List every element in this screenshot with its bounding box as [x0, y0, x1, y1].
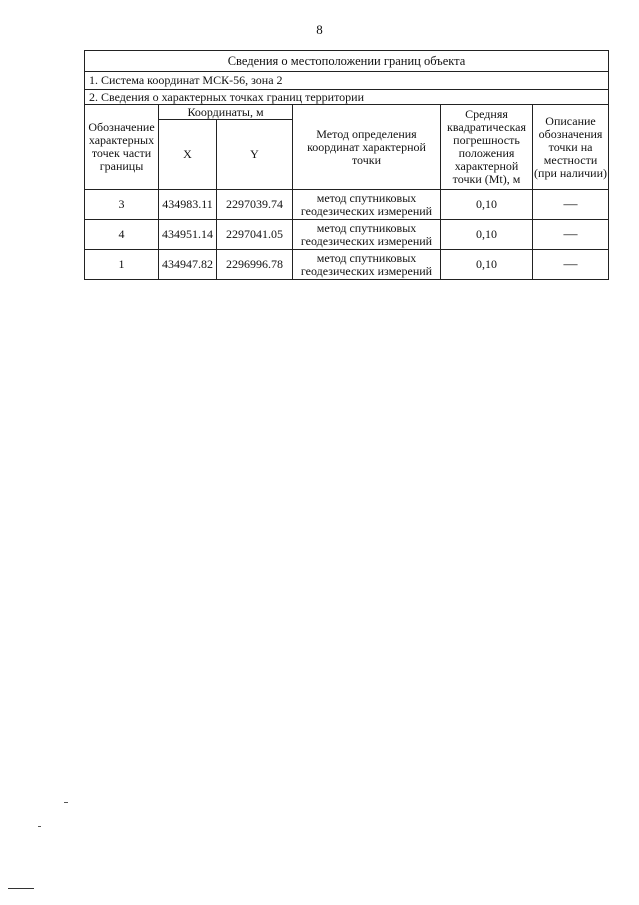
boundary-points-table — [84, 50, 609, 280]
page-number: 8 — [316, 22, 323, 37]
header-y: Y — [217, 120, 293, 190]
cell-description: — — [533, 250, 609, 280]
cell-method: метод спутниковых геодезических измерений — [293, 250, 441, 280]
header-x: X — [159, 120, 217, 190]
cell-y: 2297041.05 — [217, 220, 293, 250]
header-point-designation: Обозначение характерных точек части границы — [85, 105, 159, 190]
cell-y: 2297039.74 — [217, 190, 293, 220]
scan-mark — [64, 802, 68, 803]
table-row — [85, 190, 609, 220]
scan-mark — [8, 888, 34, 889]
header-error: Средняя квадратическая погрешность положения характерной точки (Mt), м — [441, 105, 533, 190]
cell-error: 0,10 — [441, 250, 533, 280]
header-method: Метод определения координат характерной точки — [293, 105, 441, 190]
cell-x: 434983.11 — [159, 190, 217, 220]
coordinate-system-row: 1. Система координат МСК-56, зона 2 — [85, 72, 609, 90]
cell-method: метод спутниковых геодезических измерений — [293, 190, 441, 220]
cell-method: метод спутниковых геодезических измерений — [293, 220, 441, 250]
table-row — [85, 250, 609, 280]
cell-error: 0,10 — [441, 220, 533, 250]
cell-description: — — [533, 190, 609, 220]
header-coordinates: Координаты, м — [159, 105, 293, 120]
scan-mark — [38, 826, 41, 827]
cell-x: 434951.14 — [159, 220, 217, 250]
table-title: Сведения о местоположении границ объекта — [85, 51, 609, 72]
cell-point: 3 — [85, 190, 159, 220]
cell-error: 0,10 — [441, 190, 533, 220]
cell-point: 4 — [85, 220, 159, 250]
cell-point: 1 — [85, 250, 159, 280]
table-row — [85, 220, 609, 250]
cell-y: 2296996.78 — [217, 250, 293, 280]
cell-x: 434947.82 — [159, 250, 217, 280]
header-description: Описание обозначения точки на местности (при наличии) — [533, 105, 609, 190]
characteristic-points-row: 2. Сведения о характерных точках границ территории — [85, 90, 609, 105]
cell-description: — — [533, 220, 609, 250]
